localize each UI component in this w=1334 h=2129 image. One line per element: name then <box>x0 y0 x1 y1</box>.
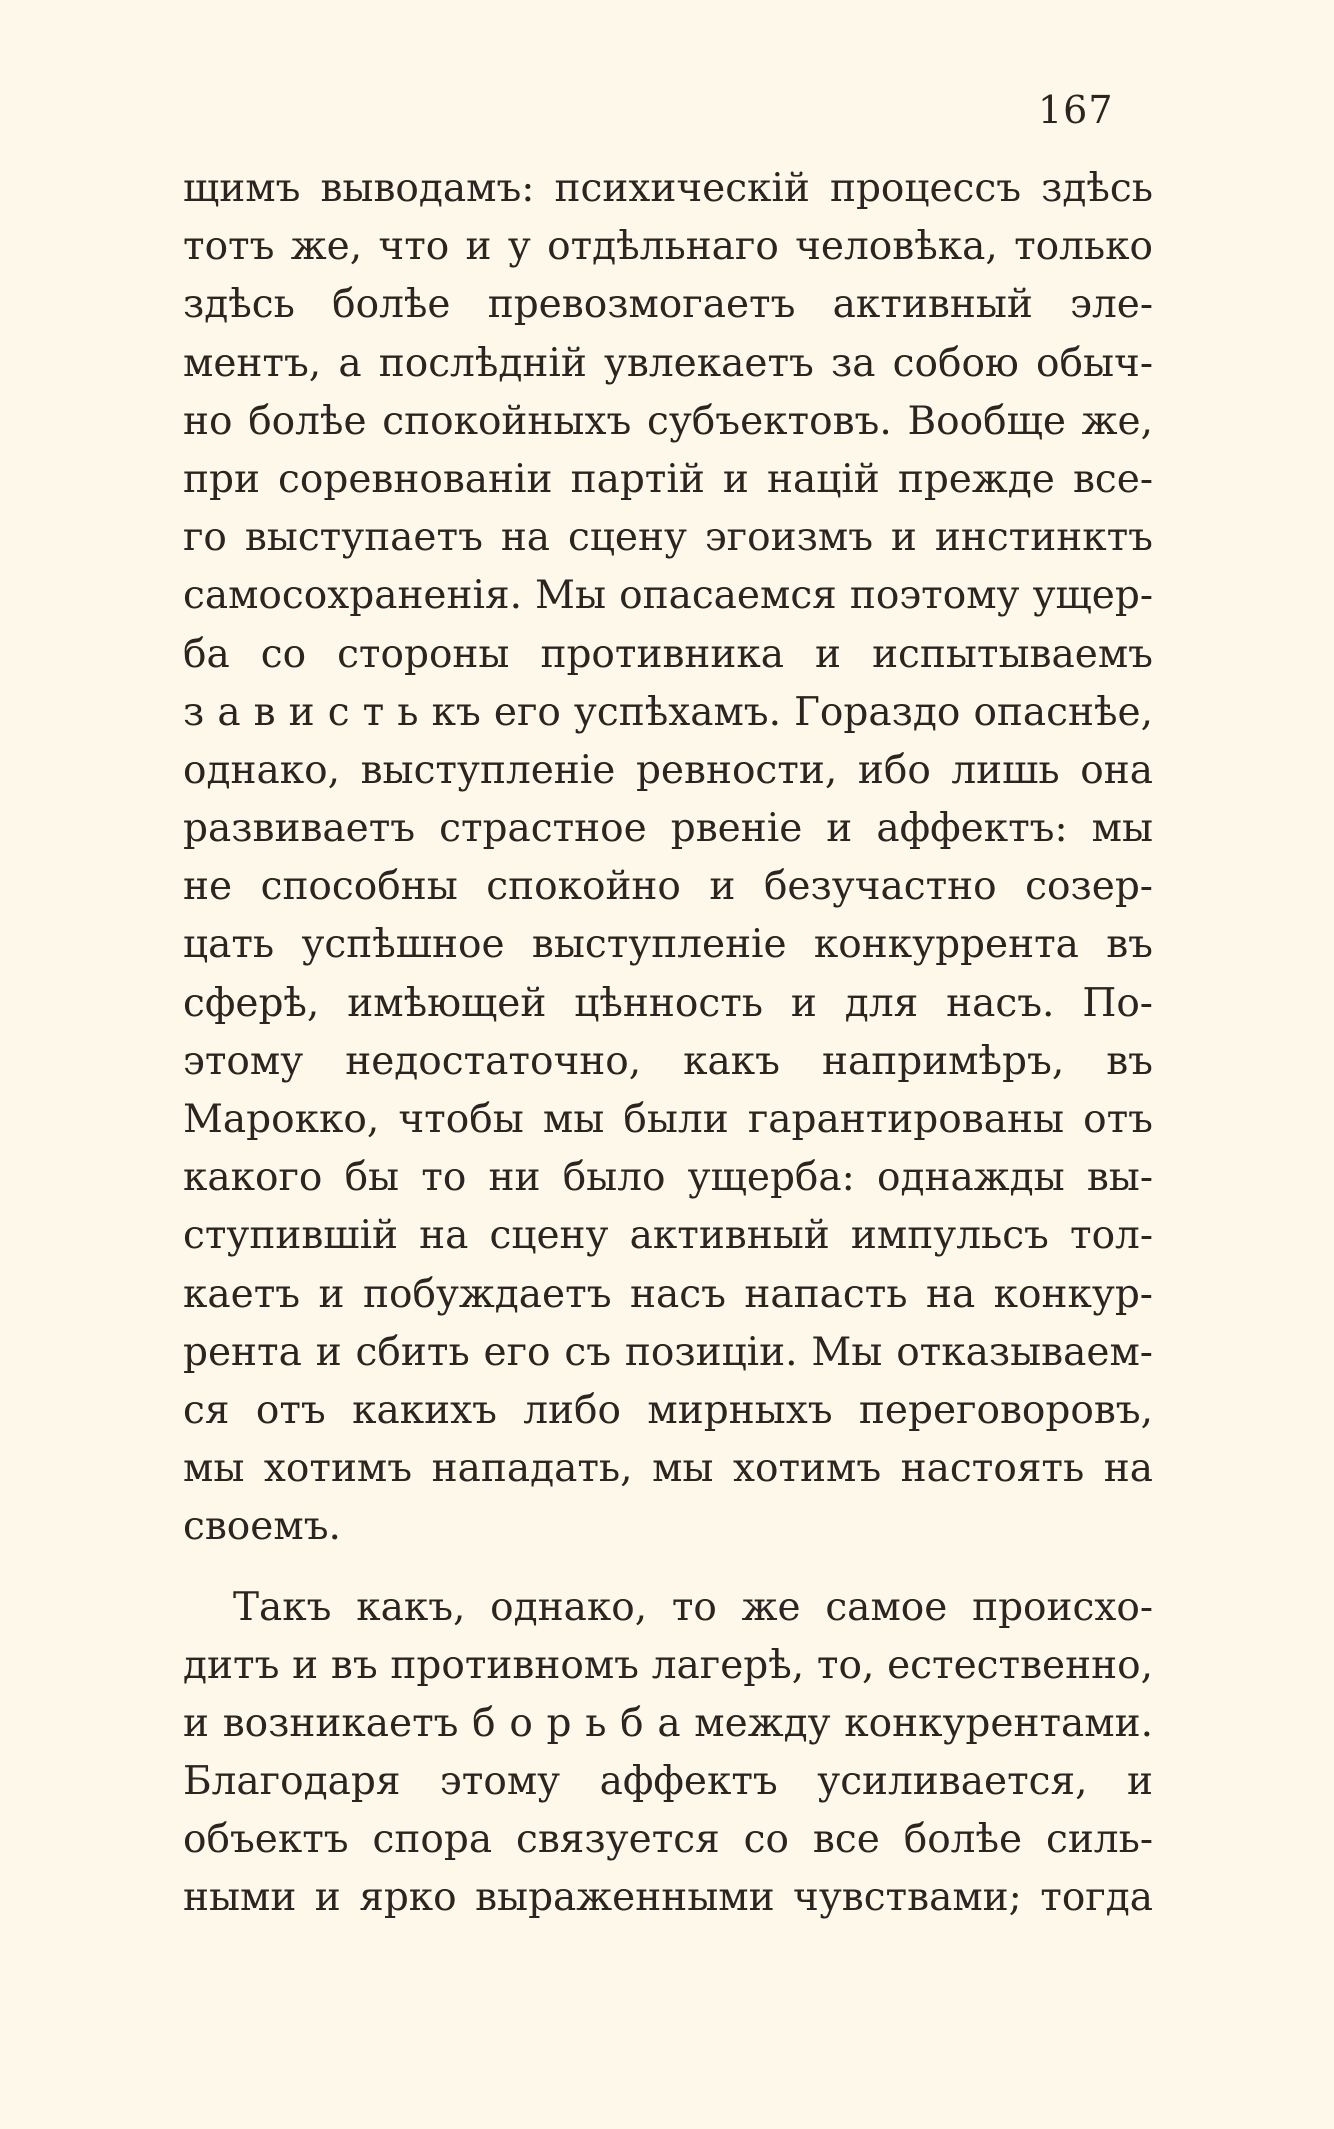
text-line: какого бы то ни было ущерба: однажды вы- <box>183 1155 1153 1201</box>
text-line: го выступаетъ на сцену эгоизмъ и инстинктъ <box>183 515 1153 561</box>
text-line: каетъ и побуждаетъ насъ напасть на конкур- <box>183 1271 1153 1317</box>
text-line: ступившій на сцену активный импульсъ тол- <box>183 1213 1153 1259</box>
text-line: при соревнованіи партій и націй прежде все- <box>183 456 1153 502</box>
text-line: Такъ какъ, однако, то же самое происхо- <box>233 1584 1153 1630</box>
text-line: этому недостаточно, какъ напримѣръ, въ <box>183 1038 1153 1084</box>
text-line: рента и сбить его съ позиціи. Мы отказываем- <box>183 1329 1153 1375</box>
text-line: самосохраненія. Мы опасаемся поэтому ущер- <box>183 573 1153 619</box>
text-line: и возникаетъ б о р ь б а между конкурентами. <box>183 1700 1153 1746</box>
text-line: но болѣе спокойныхъ субъектовъ. Вообще же, <box>183 398 1153 444</box>
text-line: ными и ярко выраженными чувствами; тогда <box>183 1875 1153 1921</box>
text-line: ментъ, а послѣдній увлекаетъ за собою обыч- <box>183 340 1153 386</box>
text-line: дитъ и въ противномъ лагерѣ, то, естественно, <box>183 1642 1153 1688</box>
text-line: однако, выступленіе ревности, ибо лишь она <box>183 747 1153 793</box>
text-line: не способны спокойно и безучастно созер- <box>183 864 1153 910</box>
text-line: своемъ. <box>183 1504 341 1550</box>
paragraph-2 <box>183 1579 1153 1928</box>
page-text <box>183 160 1153 1928</box>
text-line: объектъ спора связуется со все болѣе силь- <box>183 1817 1153 1863</box>
text-line: тотъ же, что и у отдѣльнаго человѣка, только <box>183 224 1153 270</box>
text-line: Марокко, чтобы мы были гарантированы отъ <box>183 1097 1153 1142</box>
text-line: развиваетъ страстное рвеніе и аффектъ: мы <box>183 806 1153 852</box>
text-line: з а в и с т ь къ его успѣхамъ. Гораздо опаснѣе, <box>183 689 1153 735</box>
text-line: цать успѣшное выступленіе конкуррента въ <box>183 922 1153 968</box>
text-line: Благодаря этому аффектъ усиливается, и <box>183 1759 1153 1805</box>
page-number: 167 <box>1038 88 1114 132</box>
text-line: щимъ выводамъ: психическій процессъ здѣсь <box>183 166 1153 211</box>
text-line: сферѣ, имѣющей цѣнность и для насъ. По- <box>183 980 1153 1026</box>
text-line: ба со стороны противника и испытываемъ <box>183 631 1153 677</box>
paragraph-1 <box>183 160 1153 1557</box>
text-line: здѣсь болѣе превозмогаетъ активный эле- <box>183 282 1153 328</box>
text-line: мы хотимъ нападать, мы хотимъ настоять на <box>183 1446 1153 1492</box>
text-line: ся отъ какихъ либо мирныхъ переговоровъ, <box>183 1387 1153 1433</box>
